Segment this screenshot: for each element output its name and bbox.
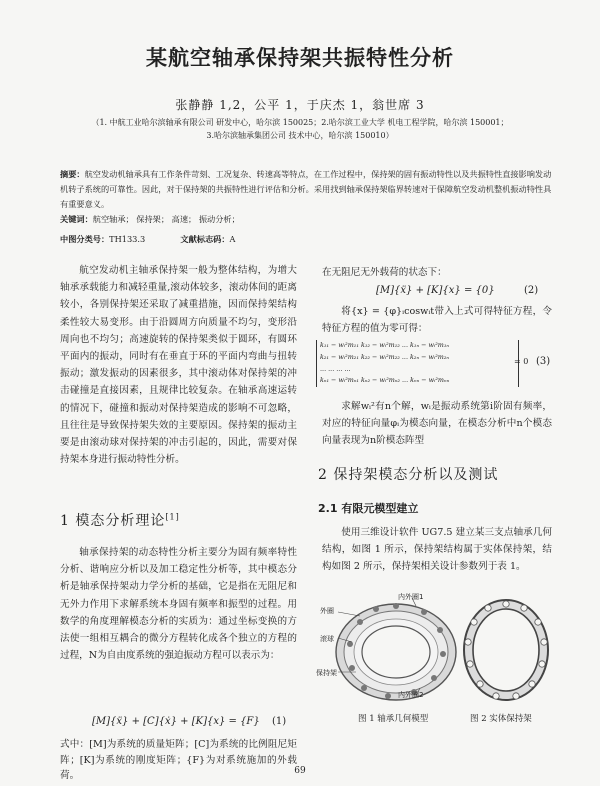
affiliation-line-2: 3.哈尔滨轴承集团公司 技术中心，哈尔滨 150010）: [206, 131, 394, 140]
page-number: 69: [294, 766, 306, 776]
matrix-row: ... ... ... ...: [320, 364, 351, 373]
equation-2: [M]{ẍ} + [K]{x} = {0}: [376, 285, 495, 296]
class-label: 中图分类号：: [60, 234, 110, 244]
section-1-ref: [1]: [165, 512, 180, 522]
paper-title: 某航空轴承保持架共振特性分析: [146, 46, 454, 70]
section-2-heading: 2 保持架模态分析以及测试: [318, 467, 499, 483]
section-1-heading: [60, 510, 180, 530]
solution-paragraph: 求解wᵢ²有n个解，wᵢ是振动系统第i阶固有频率，对应的特征向量φᵢ为模态向量，在模态分析中n个模态向量表现为n阶模态阵型: [322, 401, 552, 447]
affiliations: [60, 116, 540, 142]
doc-code-value: A: [229, 234, 236, 244]
solid-cage-image: [464, 600, 548, 700]
state-intro: 在无阻尼无外载荷的状态下：: [322, 267, 447, 278]
label-cage: 保持架: [316, 669, 337, 677]
class-value: TH133.3: [109, 234, 146, 244]
figure-1-caption: 图 1 轴承几何模型: [358, 714, 429, 724]
equation-1-number: (1): [272, 716, 287, 727]
abstract-text: 航空发动机轴承具有工作条件苛刻、工况复杂、转速高等特点，在工作过程中，保持架的固有振动特性以及共振特性直接影响发动机转子系统的可靠性。因此，对于保持架的共振特性进行评估和分析。采用找到轴承保持架临界转速对于保障航空发动机整机振动特性具有重要意义。: [60, 169, 552, 209]
section-1-title: 1 模态分析理论: [60, 513, 166, 529]
equation-2-description: 将{x} = {φ}ᵢcoswᵢt带入上式可得特征方程，令特征方程的值为零可得：: [322, 306, 552, 335]
affiliation-line-1: （1. 中航工业哈尔滨轴承有限公司 研发中心，哈尔滨 150025；2.哈尔滨工业大学 机电工程学院，哈尔滨 150001；: [91, 118, 509, 127]
author-list: 张静静 1,2，公平 1，于庆杰 1，翁世席 3: [175, 98, 425, 112]
classification: [60, 234, 360, 245]
keywords-text: 航空轴承； 保持架； 高速； 振动分析；: [92, 214, 240, 224]
label-ball: 滚球: [320, 635, 334, 643]
equation-2-number: (2): [524, 285, 539, 296]
matrix-row: kₙ₁ − wᵢ²mₙ₁ kₙ₂ − wᵢ²mₙ₂ ... kₙₙ − wᵢ²mₙₙ: [320, 376, 450, 385]
figure-2-caption: 图 2 实体保持架: [470, 714, 532, 724]
abstract: [60, 167, 552, 212]
keywords: [60, 214, 240, 225]
doc-code-label: 文献标志码：: [180, 234, 230, 244]
section-2-1-paragraph: 使用三维设计软件 UG7.5 建立某三支点轴承几何结构，如图 1 所示，保持架结构属于实体保持架，结构如图 2 所示，保持架相关设计参数列于表 1。: [322, 527, 552, 573]
equation-3-number: (3): [536, 356, 551, 367]
abstract-label: 摘要：: [60, 169, 85, 179]
equation-1: [M]{ẍ} + [C]{ẋ} + [K]{x} = {F}: [92, 716, 260, 727]
bearing-model-image: [336, 598, 456, 700]
label-inner-outer-ring-1: 内外圈1: [398, 593, 424, 601]
matrix-row: k₂₁ − wᵢ²m₂₁ k₂₂ − wᵢ²m₂₂ ... k₂ₙ − wᵢ²m₂ₙ: [320, 352, 449, 361]
matrix-equals-zero: = 0: [514, 357, 529, 366]
intro-paragraph: 航空发动机主轴承保持架一般为整体结构，为增大轴承承载能力和减轻重量,滚动体较多，滚动体间的距离较小，各别保持架还采取了减重措施，因而保持架结构柔性较大易变形。由于沿圆周方向质量不均匀，变形沿周向也不均匀；高速旋转的保持架类似于圆环，有圆环平面内的振动，同时有在垂直于环的平面内弯曲与扭转振动；激发振动的因素很多，其中滚动体对保持架的冲击碰撞是直接因素，且规律比较复杂。在轴承高速运转的情况下，碰撞和振动对保持架造成的影响不可忽略，且往往是导致保持架失效的主要原因。保持架的振动主要是由滚动球对保持架的冲击引起的，因此，需要对保持架本身进行振动特性分析。: [60, 265, 297, 466]
characteristic-matrix: [316, 340, 519, 387]
label-inner-outer-ring-2: 内外圈2: [398, 691, 424, 699]
label-outer-ring: 外圈: [320, 607, 334, 615]
matrix-row: k₁₁ − wᵢ²m₁₁ k₁₂ − wᵢ²m₁₂ ... k₁ₙ − wᵢ²m₁ₙ: [320, 341, 449, 349]
section-2-1-heading: 2.1 有限元模型建立: [318, 502, 419, 515]
section-1-paragraph: 轴承保持架的动态特性分析主要分为固有频率特性分析、谐响应分析以及加工稳定性分析等，其中模态分析是轴承保持架动力学分析的基础，它是指在无阻尼和无外力作用下求解系统本身固有频率和振型的过程。用数学的角度理解模态分析的实质为：通过坐标变换的方法使一组相互耦合的微分方程转化成各个独立的方程的过程，N为自由度系统的强迫振动方程可以表示为：: [60, 547, 297, 662]
keywords-label: 关键词：: [60, 214, 93, 224]
bearing-figures: [316, 592, 552, 704]
equation-1-description: 式中：[M]为系统的质量矩阵；[C]为系统的比例阻尼矩阵；[K]为系统的刚度矩阵；{F}为对系统施加的外载荷。: [60, 739, 297, 781]
